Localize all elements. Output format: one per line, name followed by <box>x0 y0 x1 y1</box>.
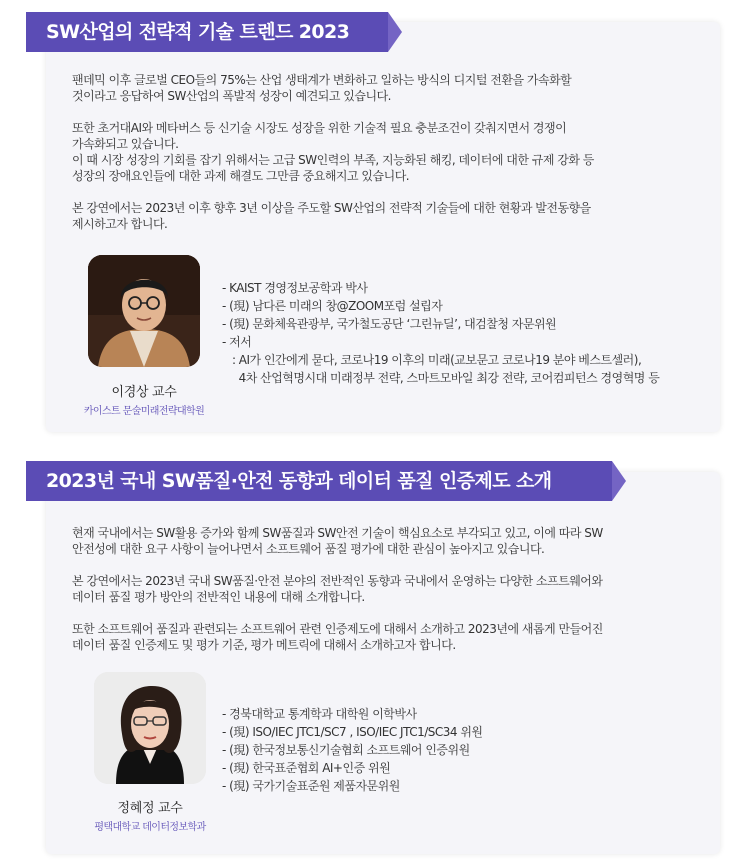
paragraph: 또한 초거대AI와 메타버스 등 신기술 시장도 성장을 위한 기술적 필요 충분조건이 갖춰지면서 경쟁이 가속화되고 있습니다. 이 때 시장 성장의 기회를 잡기 위해서는 고급 SW인력의 부족, 지능화된 해킹, 데이터에 대한 규제 강화 등 성장의 장애요인들에 대한 과제 해결도 그만큼 중요해지고 있습니다. <box>72 121 594 183</box>
bio-line: - (現) 한국표준협회 AI+인증 위원 <box>222 761 391 775</box>
speaker-name-2: 정혜정 교수 <box>117 801 183 816</box>
bio-line: 4차 산업혁명시대 미래정부 전략, 스마트모바일 최강 전략, 코어컴피턴스 경영혁명 등 <box>222 371 660 385</box>
section-description-2 <box>72 525 682 669</box>
speaker-bio-2 <box>222 705 702 795</box>
speaker-name-1: 이경상 교수 <box>111 385 177 400</box>
bio-line: - KAIST 경영정보공학과 박사 <box>222 281 368 295</box>
paragraph: 현재 국내에서는 SW활용 증가와 함께 SW품질과 SW안전 기술이 핵심요소로 부각되고 있고, 이에 따라 SW 안전성에 대한 요구 사항이 늘어나면서 소프트웨어 품질 평가에 대한 관심이 높아지고 있습니다. <box>72 526 603 556</box>
paragraph: 팬데믹 이후 글로벌 CEO들의 75%는 산업 생태계가 변화하고 일하는 방식의 디지털 전환을 가속화할 것이라고 응답하여 SW산업의 폭발적 성장이 예견되고 있습니다. <box>72 73 572 103</box>
speaker-photo-icon <box>94 672 206 784</box>
bio-line: - (現) 문화체육관광부, 국가철도공단 ‘그린뉴딜’, 대검찰청 자문위원 <box>222 317 557 331</box>
bio-line: - 저서 <box>222 335 252 349</box>
speaker-affiliation-2: 평택대학교 데이터정보학과 <box>94 822 206 833</box>
bio-line: - (現) 국가기술표준원 제품자문위원 <box>222 779 400 793</box>
section-title-2: 2023년 국내 SW품질·안전 동향과 데이터 품질 인증제도 소개 <box>26 461 612 501</box>
speaker-affiliation-1: 카이스트 문술미래전략대학원 <box>83 406 205 417</box>
section-title-1: SW산업의 전략적 기술 트렌드 2023 <box>26 12 388 52</box>
speaker-photo-icon <box>88 255 200 367</box>
bio-line: - 경북대학교 통계학과 대학원 이학박사 <box>222 707 417 721</box>
paragraph: 본 강연에서는 2023년 국내 SW품질·안전 분야의 전반적인 동향과 국내에서 운영하는 다양한 소프트웨어와 데이터 품질 평가 방안의 전반적인 내용에 대해 소개합니다. <box>72 574 603 604</box>
bio-line: - (現) ISO/IEC JTC1/SC7 , ISO/IEC JTC1/SC34 위원 <box>222 725 483 739</box>
paragraph: 또한 소프트웨어 품질과 관련되는 소프트웨어 관련 인증제도에 대해서 소개하고 2023년에 새롭게 만들어진 데이터 품질 인증제도 및 평가 기준, 평가 메트릭에 대해서 소개하고자 합니다. <box>72 622 603 652</box>
paragraph: 본 강연에서는 2023년 이후 향후 3년 이상을 주도할 SW산업의 전략적 기술들에 대한 현황과 발전동향을 제시하고자 합니다. <box>72 201 591 231</box>
section-description-1 <box>72 72 682 248</box>
bio-line: - (現) 한국정보통신기술협회 소프트웨어 인증위원 <box>222 743 470 757</box>
bio-line: - (現) 남다른 미래의 창@ZOOM포럼 설립자 <box>222 299 443 313</box>
bio-line: : AI가 인간에게 묻다, 코로나19 이후의 미래(교보문고 코로나19 분야 베스트셀러), <box>222 353 642 367</box>
speaker-bio-1 <box>222 279 702 387</box>
